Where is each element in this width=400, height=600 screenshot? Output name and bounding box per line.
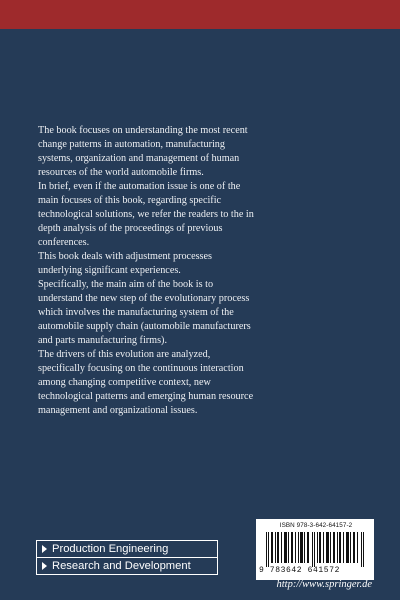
arrow-right-icon	[42, 545, 47, 553]
back-cover-blurb	[38, 124, 258, 418]
top-color-band	[0, 0, 400, 29]
series-label: Production Engineering	[52, 543, 169, 555]
series-item-production-engineering	[37, 541, 217, 557]
blurb-paragraph-3: This book deals with adjustment processes underlying significant experiences.	[38, 251, 213, 276]
arrow-right-icon	[42, 562, 47, 570]
series-label: Research and Development	[52, 560, 191, 572]
blurb-paragraph-1: The book focuses on understanding the most recent change patterns in automation, manufacturing systems, organization and management of human resources of the world automobile firms.	[38, 125, 248, 178]
blurb-paragraph-2: In brief, even if the automation issue is one of the main focuses of this book, regarding specific technological solutions, we refer the readers to the in depth analysis of the proceedings of previous conferences.	[38, 181, 254, 248]
barcode-digits: 9 783642 641572	[259, 566, 341, 575]
series-item-research-and-development	[37, 557, 217, 574]
isbn-label: ISBN 978-3-642-64157-2	[279, 522, 353, 529]
barcode-image	[266, 532, 366, 567]
publisher-website[interactable]: http://www.springer.de	[276, 579, 372, 590]
blurb-paragraph-5: The drivers of this evolution are analyzed, specifically focusing on the continuous interaction among changing competitive context, new technological patterns and emerging human resource management and organizational issues.	[38, 349, 254, 416]
blurb-paragraph-4: Specifically, the main aim of the book is to understand the new step of the evolutionary process which involves the manufacturing system of the automobile supply chain (automobile manufacturers and parts manufacturing firms).	[38, 279, 251, 346]
isbn-barcode-card	[256, 519, 374, 580]
series-list	[36, 540, 218, 575]
